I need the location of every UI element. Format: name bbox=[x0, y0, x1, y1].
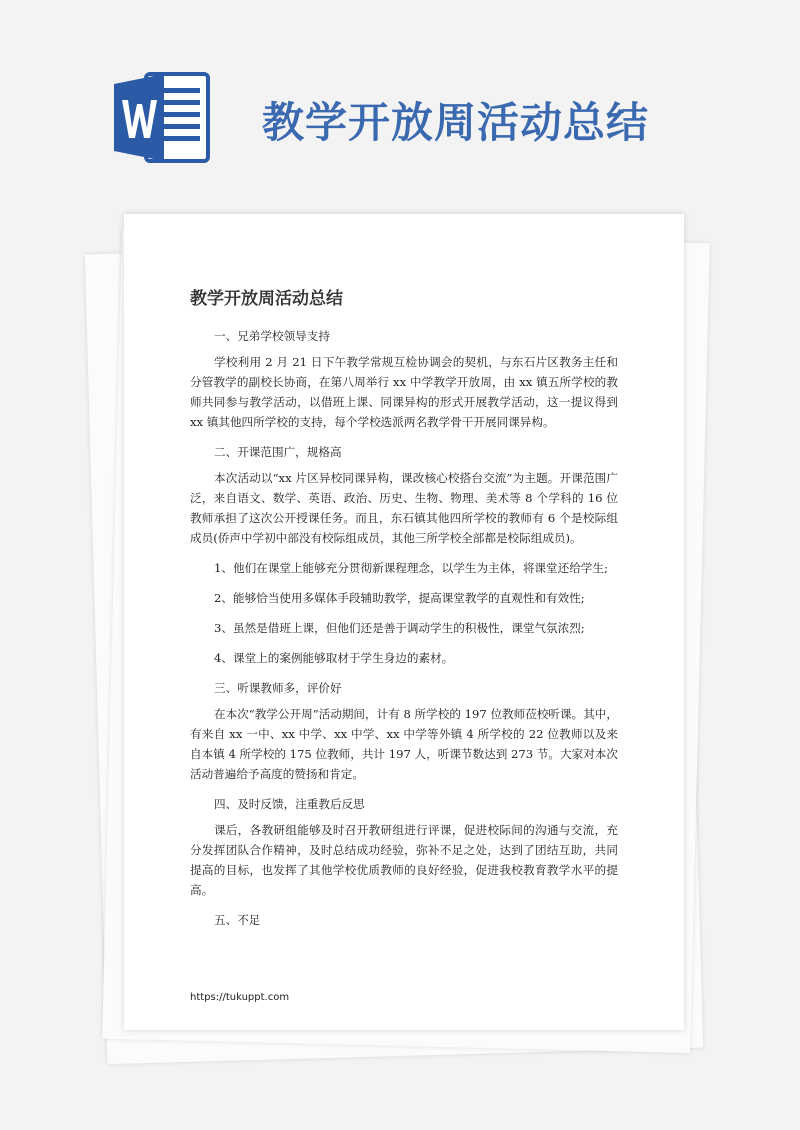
list-item: 4、课堂上的案例能够取材于学生身边的素材。 bbox=[214, 651, 454, 665]
list-item: 1、他们在课堂上能够充分贯彻新课程理念，以学生为主体，将课堂还给学生; bbox=[214, 561, 608, 575]
section-heading: 二、开课范围广，规格高 bbox=[214, 445, 342, 459]
paragraph: 在本次“教学公开周”活动期间，计有 8 所学校的 197 位教师莅校听课。其中，有来自 xx 一中、xx 中学、xx 中学、xx 中学等外镇 4 所学校的 22 位教师以及来自本镇 4 所学校的 175 位教师，共计 197 人，听课节数达到 273 节。大家对本次活动普遍给予高度的赞扬和肯定。 bbox=[190, 707, 618, 781]
document-body bbox=[190, 326, 618, 936]
document-page bbox=[124, 214, 684, 1030]
list-item: 3、虽然是借班上课，但他们还是善于调动学生的积极性，课堂气氛浓烈; bbox=[214, 621, 585, 635]
list-item: 2、能够恰当使用多媒体手段辅助教学，提高课堂教学的直观性和有效性; bbox=[214, 591, 585, 605]
paragraph: 本次活动以“xx 片区异校同课异构，课改核心校搭台交流”为主题。开课范围广泛，来自语文、数学、英语、政治、历史、生物、物理、美术等 8 个学科的 16 位教师承担了这次公开授课任务。而且，东石镇其他四所学校的教师有 6 个是校际组成员(侨声中学初中部没有校际组成员，其他三所学校全部都是校际组成员)。 bbox=[190, 471, 618, 545]
word-document-icon bbox=[112, 70, 212, 165]
document-title: 教学开放周活动总结 bbox=[190, 289, 343, 309]
paragraph: 课后，各教研组能够及时召开教研组进行评课，促进校际间的沟通与交流，充分发挥团队合作精神，及时总结成功经验，弥补不足之处，达到了团结互助，共同提高的目标，也发挥了其他学校优质教师的良好经验，促进我校教育教学水平的提高。 bbox=[190, 823, 618, 897]
section-heading: 一、兄弟学校领导支持 bbox=[214, 329, 330, 343]
banner-title: 教学开放周活动总结 bbox=[262, 98, 650, 147]
section-heading: 四、及时反馈，注重教后反思 bbox=[214, 797, 365, 811]
section-heading: 五、不足 bbox=[214, 913, 261, 927]
paragraph: 学校利用 2 月 21 日下午教学常规互检协调会的契机，与东石片区教务主任和分管教学的副校长协商，在第八周举行 xx 中学教学开放周，由 xx 镇五所学校的教师共同参与教学活动，以借班上课、同课异构的形式开展教学活动，这一提议得到 xx 镇其他四所学校的支持，每个学校选派两名教学骨干开展同课异构。 bbox=[190, 355, 618, 429]
section-heading: 三、听课教师多，评价好 bbox=[214, 681, 342, 695]
banner bbox=[0, 0, 800, 210]
footer-url: https://tukuppt.com bbox=[190, 992, 290, 1003]
